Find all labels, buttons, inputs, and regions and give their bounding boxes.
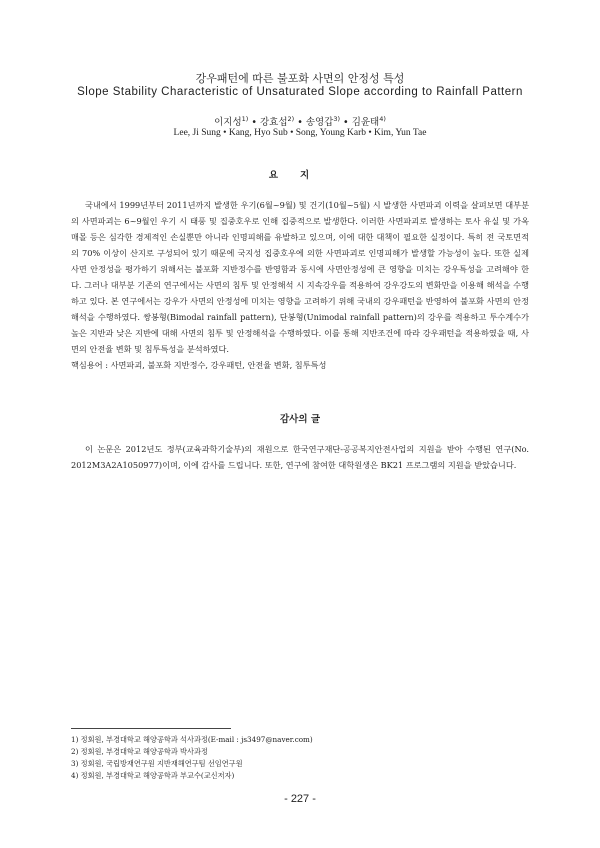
acknowledgement-body: 이 논문은 2012년도 정부(교육과학기술부)의 재원으로 한국연구재단-공공복지안전사업의 지원을 받아 수행된 연구(No. 2012M3A2A1050977)이며, 이에 감사를 드립니다. 또한, 연구에 참여한 대학원생은 BK21 프로그램의 지원을 받았습니다. xyxy=(71,444,529,471)
footnote-divider xyxy=(71,728,231,729)
author-name: 이지성 xyxy=(214,117,242,128)
abstract-body: 국내에서 1999년부터 2011년까지 발생한 우기(6월~9월) 및 건기(10월~5월) 시 발생한 사면파괴 이력을 살펴보면 대부분의 사면파괴는 6~9월인 우기 시 태풍 및 집중호우로 인해 집중적으로 발생한다. 이러한 사면파괴로 발생하는 토사 유실 및 가옥 매몰 등은 심각한 경제적인 손실뿐만 아니라 인명피해를 유발하고 있으며, 이에 대한 대책이 필요한 실정이다. 특히 전 국토면적의 70% 이상이 산지로 구성되어 있기 때문에 국지성 집중호우에 의한 사면파괴로 인명피해가 발생할 가능성이 높다. 또한 실제 사면 안정성을 평가하기 위해서는 불포화 지반정수를 반영함과 동시에 사면안정성에 큰 영향을 미치는 강우특성을 고려해야 한다. 그러나 대부분 기존의 연구에서는 사면의 침투 및 안정해석 시 지속강우를 적용하여 강우강도의 변화만을 이용해 해석을 수행하고 있다. 본 연구에서는 강우가 사면의 안정성에 미치는 영향을 고려하기 위해 국내의 강우패턴을 반영하여 불포화 사면의 안정해석을 수행하였다. 쌍봉형(Bimodal rainfall pattern), 단봉형(Unimodal rainfall pattern)의 강우를 적용하고 투수계수가 높은 지반과 낮은 지반에 대해 사면의 침투 및 안정해석을 수행하였다. 이를 통해 지반조건에 따라 강우패턴을 적용하였을 때, 사면의 안전율 변화 및 침투특성을 분석하였다. xyxy=(71,200,529,355)
author-footnote-mark: 4) xyxy=(379,114,386,123)
author-footnote-mark: 2) xyxy=(287,114,295,123)
page-number: - 227 - xyxy=(284,793,316,805)
footnote: 2) 정회원, 부경대학교 해양공학과 박사과정 xyxy=(71,747,208,756)
author-footnote-mark: 3) xyxy=(333,114,341,123)
author-name: 송영갑 xyxy=(305,117,334,128)
footnote: 3) 정회원, 국립방재연구원 지반재해연구팀 선임연구원 xyxy=(71,759,243,768)
title-english: Slope Stability Characteristic of Unsaturated Slope according to Rainfall Pattern xyxy=(77,86,523,98)
author-separator: • xyxy=(294,117,306,128)
author-name: 강효섭 xyxy=(259,117,288,128)
author-name: 김윤태 xyxy=(351,117,380,128)
title-korean: 강우패턴에 따른 불포화 사면의 안정성 특성 xyxy=(195,72,405,85)
authors-korean xyxy=(0,114,600,128)
footnote: 4) 정회원, 부경대학교 해양공학과 부교수(교신저자) xyxy=(71,771,235,780)
author-separator: • xyxy=(248,117,260,128)
abstract-heading: 요지 xyxy=(268,170,332,181)
author-separator: • xyxy=(340,117,352,128)
acknowledgement-heading: 감사의 글 xyxy=(279,414,320,425)
footnote-list xyxy=(71,734,529,782)
author-footnote-mark: 1) xyxy=(241,114,249,123)
authors-english: Lee, Ji Sung • Kang, Hyo Sub • Song, Young Karb • Kim, Yun Tae xyxy=(173,128,427,138)
keywords: 핵심용어 : 사면파괴, 불포화 지반정수, 강우패턴, 안전율 변화, 침투특성 xyxy=(71,360,327,371)
footnote: 1) 정회원, 부경대학교 해양공학과 석사과정(E-mail : js3497@naver.com) xyxy=(71,735,313,744)
